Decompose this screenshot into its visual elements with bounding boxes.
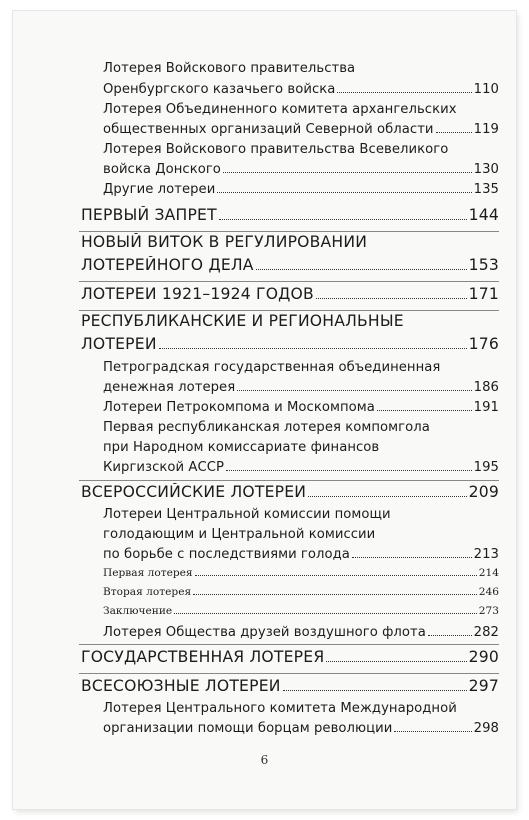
toc-page-number: 119: [473, 122, 499, 137]
toc-page-number: 195: [473, 460, 499, 475]
toc-entry-title: при Народном комиссариате финансов: [103, 440, 380, 455]
toc-part-heading: [81, 483, 499, 501]
toc-page-number: 213: [473, 547, 499, 562]
toc-chapter: [103, 527, 499, 542]
toc-chapter: [103, 701, 499, 716]
dot-leader: [217, 183, 471, 193]
toc-entry-title: Вторая лотерея: [103, 586, 192, 598]
toc-page-number: 273: [478, 605, 499, 617]
toc-page-number: 110: [473, 82, 499, 97]
toc-part-heading: [81, 677, 499, 695]
toc-entry-title: ПЕРВЫЙ ЗАПРЕТ: [81, 206, 217, 224]
toc-page-number: 290: [468, 648, 499, 666]
dot-leader: [219, 208, 467, 220]
toc-page-number: 135: [473, 182, 499, 197]
toc-chapter: [103, 507, 499, 522]
section-divider: [79, 310, 499, 311]
toc-entry-title: войска Донского: [103, 162, 221, 177]
dot-leader: [256, 258, 467, 270]
dot-leader: [377, 401, 472, 411]
dot-leader: [428, 626, 472, 636]
toc-entry-title: Заключение: [103, 605, 173, 617]
section-divider: [79, 673, 499, 674]
toc-entry-title: ЛОТЕРЕЙНОГО ДЕЛА: [81, 256, 254, 274]
toc-page-number: 153: [468, 256, 499, 274]
section-divider: [79, 281, 499, 282]
toc-chapter: [103, 182, 499, 197]
toc-chapter: [103, 122, 499, 137]
section-divider: [79, 480, 499, 481]
toc-chapter: [103, 440, 499, 455]
toc-page-number: 298: [473, 721, 499, 736]
toc-page-number: 214: [478, 567, 499, 579]
section-divider: [79, 644, 499, 645]
dot-leader: [308, 485, 466, 497]
toc-entry-title: по борьбе с последствиями голода: [103, 547, 350, 562]
toc-entry-title: Лотерея Объединенного комитета архангельских: [103, 102, 457, 117]
dot-leader: [193, 587, 477, 595]
toc-entry-title: Лотереи Петрокомпома и Москомпома: [103, 400, 375, 415]
toc-entry-title: ГОСУДАРСТВЕННАЯ ЛОТЕРЕЯ: [81, 648, 325, 666]
toc-page-number: 171: [468, 285, 499, 303]
toc-entry-title: Первая лотерея: [103, 567, 193, 579]
toc-entry-title: голодающим и Центральной комиссии: [103, 527, 376, 542]
dot-leader: [159, 337, 467, 349]
toc-entry-title: общественных организаций Северной области: [103, 122, 434, 137]
toc-page-number: 176: [468, 335, 499, 353]
dot-leader: [195, 568, 477, 576]
toc-chapter: [103, 102, 499, 117]
dot-leader: [226, 461, 472, 471]
toc-part-heading: [81, 206, 499, 224]
dot-leader: [352, 548, 472, 558]
toc-page-number: 191: [473, 400, 499, 415]
dot-leader: [316, 287, 467, 299]
toc-part-heading: [81, 335, 499, 353]
toc-entry-title: Лотерея Войскового правительства: [103, 61, 356, 76]
toc-entry-title: НОВЫЙ ВИТОК В РЕГУЛИРОВАНИИ: [81, 233, 368, 251]
toc-chapter: [103, 721, 499, 736]
dot-leader: [237, 381, 471, 391]
toc-entry-title: ЛОТЕРЕИ: [81, 335, 157, 353]
toc-entry-title: Лотерея Центрального комитета Международной: [103, 701, 457, 716]
toc-page-number: 130: [473, 162, 499, 177]
toc-chapter: [103, 625, 499, 640]
toc-subsection: [103, 605, 499, 617]
toc-page-number: 209: [468, 483, 499, 501]
toc-entry-title: организации помощи борцам революции: [103, 721, 393, 736]
toc-entry-title: Лотереи Центральной комиссии помощи: [103, 507, 391, 522]
toc-chapter: [103, 547, 499, 562]
toc-page-number: 186: [473, 380, 499, 395]
toc-entry-title: Другие лотереи: [103, 182, 216, 197]
toc-subsection: [103, 586, 499, 598]
dot-leader: [174, 606, 477, 614]
dot-leader: [223, 163, 472, 173]
toc-entry-title: Лотерея Общества друзей воздушного флота: [103, 625, 426, 640]
toc-page-number: 144: [468, 206, 499, 224]
toc-page-number: 282: [473, 625, 499, 640]
toc-entry-title: ВСЕСОЮЗНЫЕ ЛОТЕРЕИ: [81, 677, 281, 695]
toc-chapter: [103, 162, 499, 177]
dot-leader: [326, 650, 466, 662]
dot-leader: [283, 679, 467, 691]
toc-subsection: [103, 567, 499, 579]
page-number: 6: [260, 753, 269, 767]
toc-page-number: 297: [468, 677, 499, 695]
toc-chapter: [103, 61, 499, 76]
dot-leader: [394, 722, 471, 732]
toc-entry-title: Петроградская государственная объединенная: [103, 360, 441, 375]
dot-leader: [436, 123, 472, 133]
toc-entry-title: ЛОТЕРЕИ 1921–1924 ГОДОВ: [81, 285, 314, 303]
toc-chapter: [103, 400, 499, 415]
toc-chapter: [103, 360, 499, 375]
toc-chapter: [103, 380, 499, 395]
book-page: [13, 11, 516, 809]
section-divider: [79, 231, 499, 232]
toc-part-heading: [81, 256, 499, 274]
toc-part-heading: [81, 233, 499, 251]
toc-chapter: [103, 142, 499, 157]
toc-entry-title: Оренбургского казачьего войска: [103, 82, 336, 97]
toc-entry-title: денежная лотерея: [103, 380, 236, 395]
toc-entry-title: ВСЕРОССИЙСКИЕ ЛОТЕРЕИ: [81, 483, 307, 501]
toc-part-heading: [81, 312, 499, 330]
toc-entry-title: Лотерея Войскового правительства Всевеликого: [103, 142, 449, 157]
dot-leader: [337, 83, 471, 93]
toc-chapter: [103, 460, 499, 475]
toc-chapter: [103, 82, 499, 97]
toc-chapter: [103, 420, 499, 435]
toc-part-heading: [81, 648, 499, 666]
toc-entry-title: Первая республиканская лотерея компомгола: [103, 420, 430, 435]
toc-part-heading: [81, 285, 499, 303]
toc-entry-title: Киргизской АССР: [103, 460, 225, 475]
toc-entry-title: РЕСПУБЛИКАНСКИЕ И РЕГИОНАЛЬНЫЕ: [81, 312, 404, 330]
toc-page-number: 246: [478, 586, 499, 598]
